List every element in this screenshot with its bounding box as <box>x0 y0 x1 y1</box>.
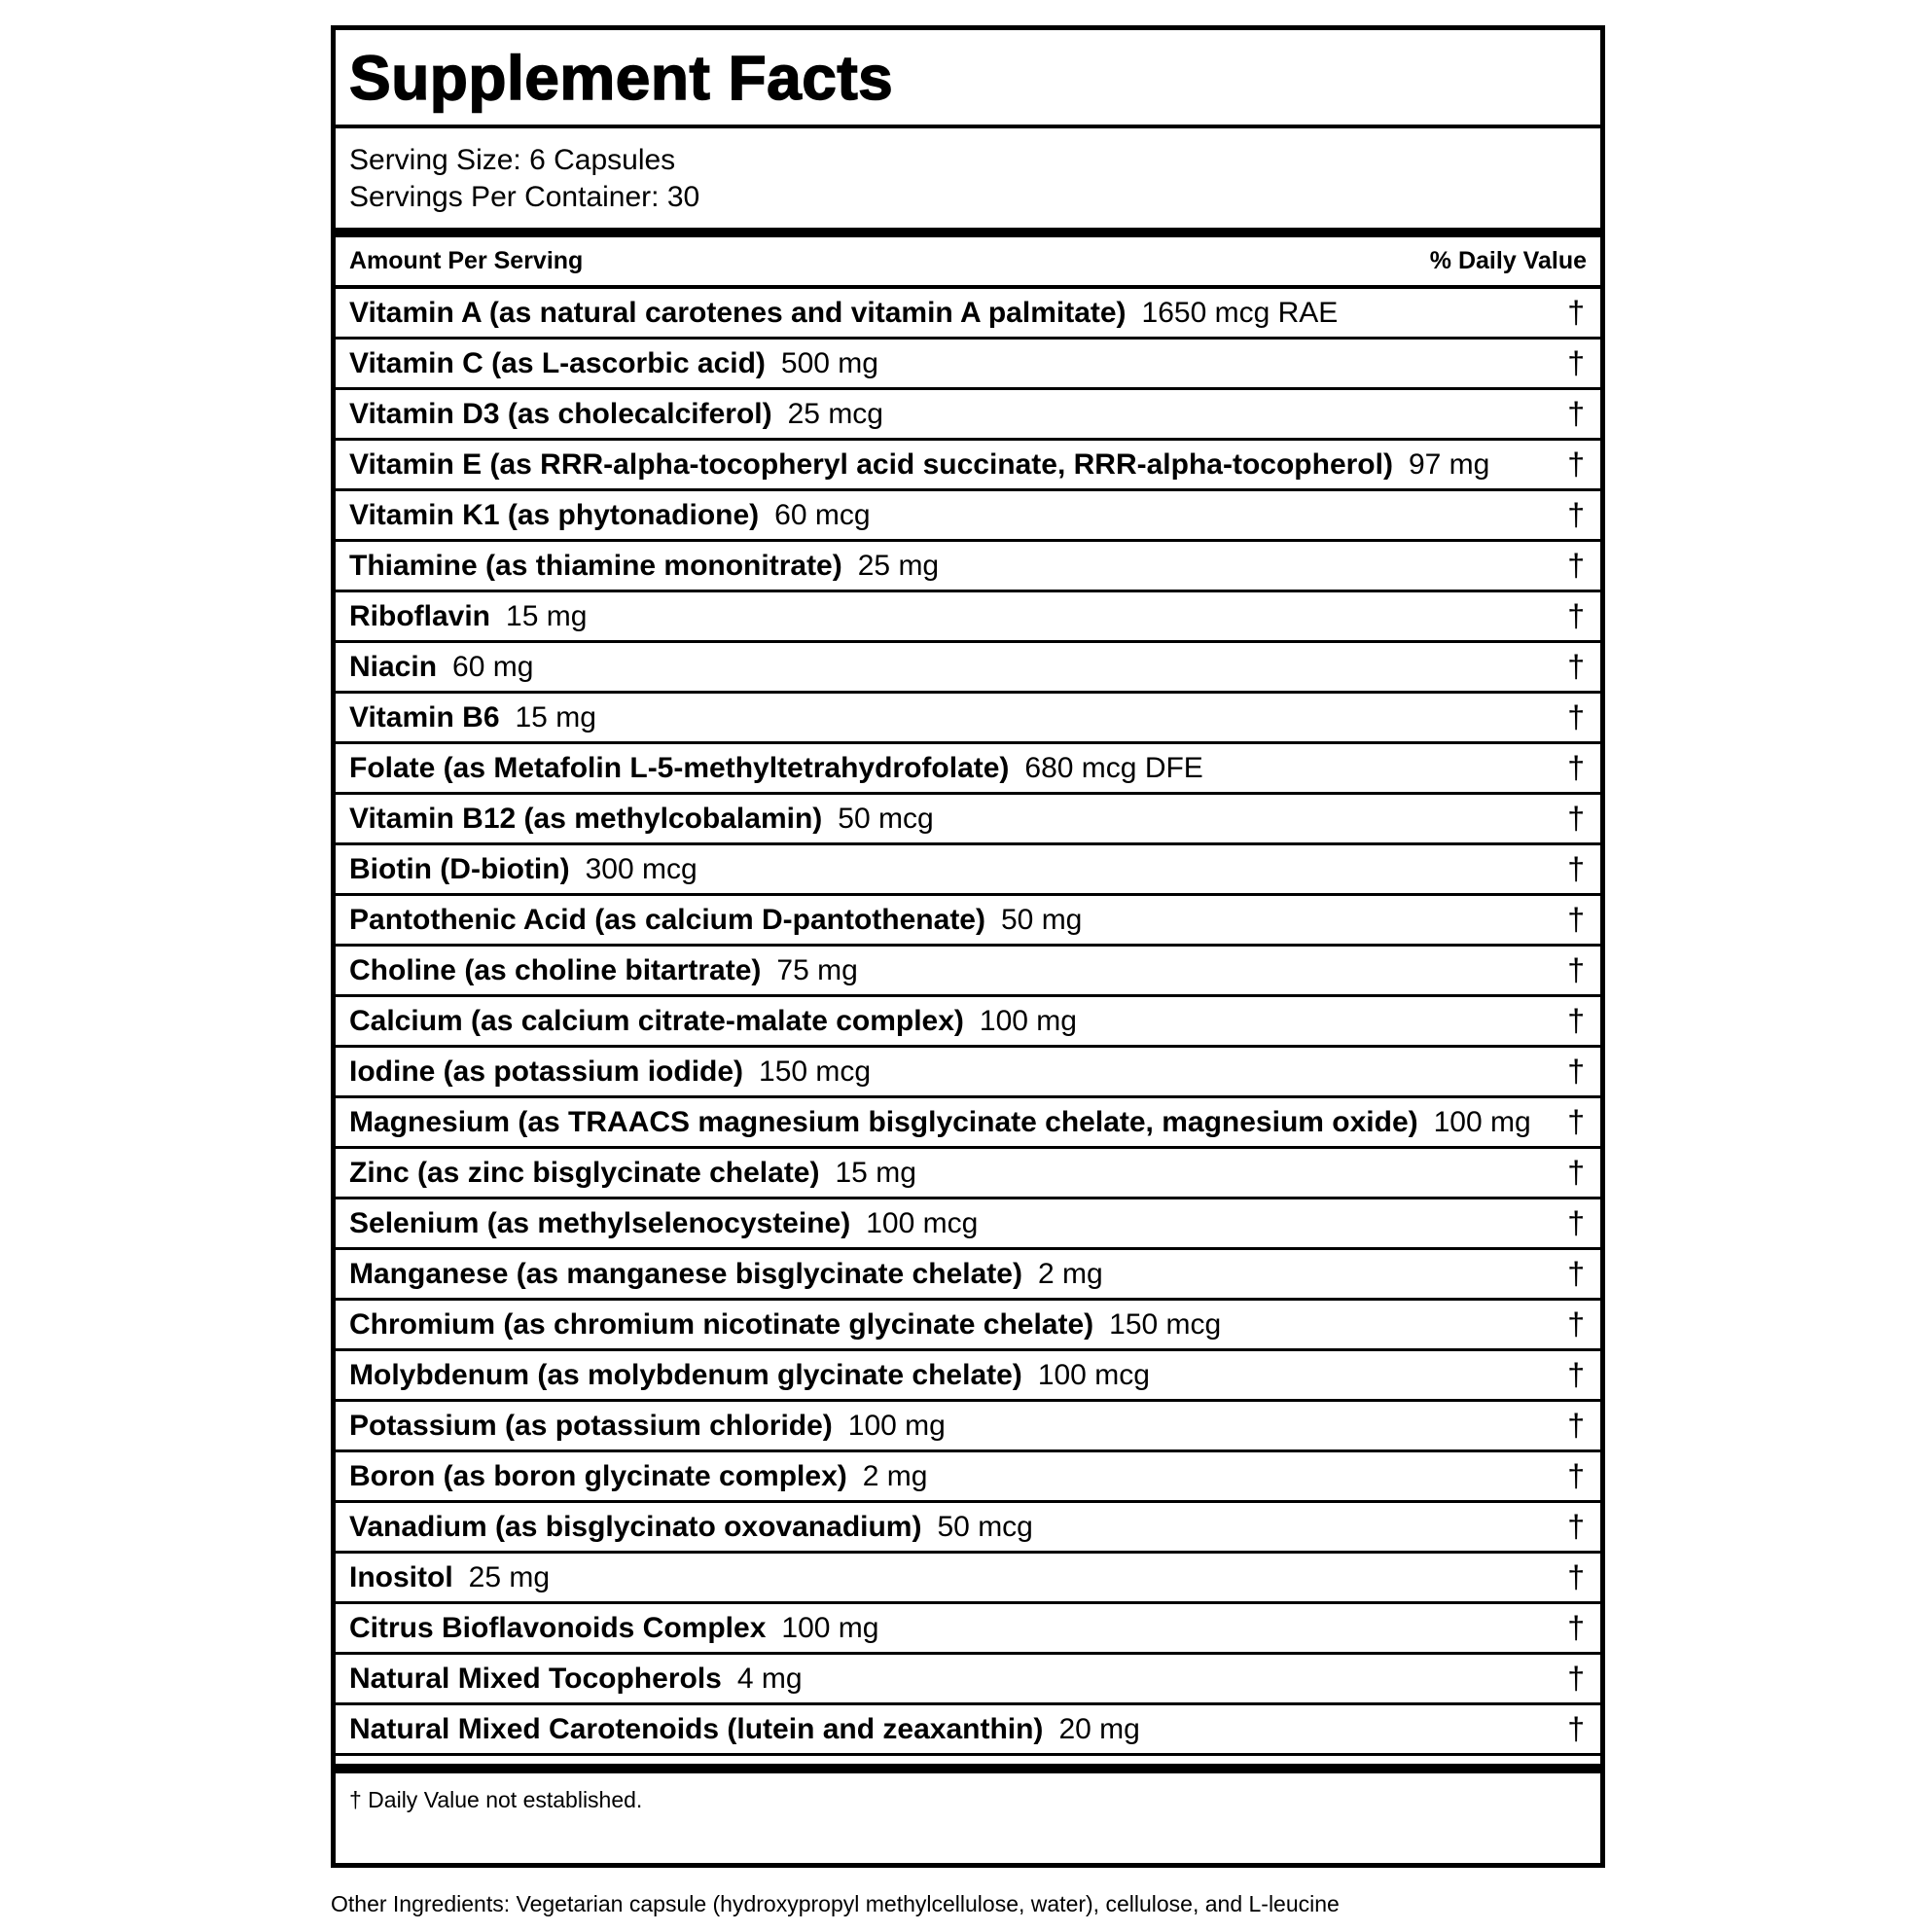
footnote: † Daily Value not established. <box>349 1787 643 1812</box>
nutrient-amount: 60 mcg <box>774 498 871 531</box>
nutrient-row <box>336 441 1600 491</box>
nutrient-amount: 500 mg <box>780 346 878 379</box>
nutrient-amount: 150 mcg <box>1109 1307 1222 1341</box>
nutrient-left <box>349 1207 978 1240</box>
nutrient-name: Potassium (as potassium chloride) <box>349 1409 833 1442</box>
nutrient-left <box>349 752 1203 785</box>
nutrient-daily-value: † <box>1567 649 1585 684</box>
nutrient-daily-value: † <box>1567 1509 1585 1544</box>
other-ingredients: Other Ingredients: Vegetarian capsule (hydroxypropyl methylcellulose, water), cellulose, and L-leucine <box>331 1891 1340 1916</box>
nutrient-row <box>336 1655 1600 1705</box>
nutrient-left <box>349 1106 1531 1139</box>
nutrient-row <box>336 1250 1600 1301</box>
nutrient-left <box>349 954 858 987</box>
nutrient-left <box>349 1258 1103 1291</box>
nutrient-left <box>349 1359 1150 1392</box>
nutrient-name: Vitamin B12 (as methylcobalamin) <box>349 802 823 835</box>
nutrient-amount: 2 mg <box>862 1459 928 1492</box>
nutrient-daily-value: † <box>1567 1458 1585 1493</box>
nutrient-amount: 50 mcg <box>937 1510 1033 1543</box>
nutrient-daily-value: † <box>1567 1054 1585 1089</box>
serving-size: Serving Size: 6 Capsules <box>349 144 676 176</box>
nutrient-amount: 15 mg <box>835 1156 916 1189</box>
nutrient-row <box>336 1503 1600 1554</box>
nutrient-name: Vitamin K1 (as phytonadione) <box>349 498 760 531</box>
nutrient-left <box>349 1561 550 1594</box>
nutrient-left <box>349 1663 803 1696</box>
supplement-facts-panel <box>331 25 1605 1868</box>
nutrient-name: Vitamin B6 <box>349 700 500 733</box>
nutrient-left <box>349 600 587 633</box>
nutrient-row <box>336 592 1600 643</box>
nutrient-row <box>336 1604 1600 1655</box>
nutrient-daily-value: † <box>1567 1155 1585 1190</box>
nutrient-amount: 100 mg <box>781 1611 879 1644</box>
nutrient-name: Natural Mixed Carotenoids (lutein and zeaxanthin) <box>349 1712 1044 1745</box>
nutrient-row <box>336 340 1600 390</box>
nutrient-daily-value: † <box>1567 851 1585 886</box>
nutrient-left <box>349 1511 1033 1544</box>
amount-per-serving-label: Amount Per Serving <box>349 247 584 274</box>
nutrient-name: Folate (as Metafolin L-5-methyltetrahydrofolate) <box>349 751 1010 784</box>
nutrient-daily-value: † <box>1567 1256 1585 1291</box>
nutrient-name: Molybdenum (as molybdenum glycinate chelate) <box>349 1358 1022 1391</box>
nutrient-name: Inositol <box>349 1560 453 1593</box>
nutrient-amount: 100 mg <box>1433 1105 1531 1138</box>
nutrient-name: Chromium (as chromium nicotinate glycinate chelate) <box>349 1307 1094 1341</box>
nutrient-amount: 60 mg <box>452 650 534 683</box>
nutrient-amount: 25 mg <box>468 1560 551 1593</box>
nutrient-left <box>349 347 878 380</box>
nutrient-amount: 100 mcg <box>1037 1358 1150 1391</box>
nutrient-row <box>336 1199 1600 1250</box>
nutrient-left <box>349 701 596 734</box>
nutrient-amount: 97 mg <box>1408 447 1490 481</box>
nutrient-name: Manganese (as manganese bisglycinate chelate) <box>349 1257 1022 1290</box>
thick-divider <box>336 228 1600 237</box>
nutrient-name: Thiamine (as thiamine mononitrate) <box>349 549 842 582</box>
nutrient-daily-value: † <box>1567 497 1585 532</box>
nutrient-left <box>349 448 1489 482</box>
nutrient-left <box>349 550 939 583</box>
nutrient-daily-value: † <box>1567 1711 1585 1746</box>
nutrient-row <box>336 491 1600 542</box>
nutrient-name: Vitamin C (as L-ascorbic acid) <box>349 346 766 379</box>
nutrient-left <box>349 904 1082 937</box>
nutrient-amount: 150 mcg <box>759 1055 872 1088</box>
nutrient-row <box>336 744 1600 795</box>
nutrient-daily-value: † <box>1567 345 1585 380</box>
nutrient-left <box>349 398 883 431</box>
nutrient-row <box>336 643 1600 694</box>
daily-value-label: % Daily Value <box>1429 247 1587 274</box>
nutrient-amount: 15 mg <box>506 599 588 632</box>
nutrient-amount: 20 mg <box>1058 1712 1140 1745</box>
nutrient-left <box>349 651 533 684</box>
nutrient-amount: 300 mcg <box>585 852 698 885</box>
nutrient-name: Vitamin D3 (as cholecalciferol) <box>349 397 772 430</box>
nutrient-daily-value: † <box>1567 750 1585 785</box>
nutrient-daily-value: † <box>1567 902 1585 937</box>
nutrient-row <box>336 1402 1600 1452</box>
nutrient-left <box>349 1410 946 1443</box>
nutrient-row <box>336 845 1600 896</box>
nutrient-daily-value: † <box>1567 1408 1585 1443</box>
nutrient-left <box>349 1308 1221 1342</box>
nutrient-list <box>336 289 1600 1756</box>
nutrient-amount: 50 mg <box>1000 903 1083 936</box>
nutrient-left <box>349 297 1338 330</box>
nutrient-row <box>336 1554 1600 1604</box>
nutrient-amount: 25 mg <box>857 549 940 582</box>
nutrient-row <box>336 289 1600 340</box>
nutrient-daily-value: † <box>1567 1610 1585 1645</box>
nutrient-name: Vanadium (as bisglycinato oxovanadium) <box>349 1510 922 1543</box>
nutrient-daily-value: † <box>1567 1357 1585 1392</box>
nutrient-amount: 1650 mcg RAE <box>1141 296 1339 329</box>
nutrient-name: Calcium (as calcium citrate-malate complex) <box>349 1004 964 1037</box>
nutrient-daily-value: † <box>1567 699 1585 734</box>
nutrient-row <box>336 997 1600 1048</box>
nutrient-left <box>349 853 698 886</box>
nutrient-amount: 25 mcg <box>787 397 883 430</box>
nutrient-row <box>336 1452 1600 1503</box>
nutrient-daily-value: † <box>1567 952 1585 987</box>
nutrient-left <box>349 1612 878 1645</box>
nutrient-name: Zinc (as zinc bisglycinate chelate) <box>349 1156 820 1189</box>
nutrient-name: Iodine (as potassium iodide) <box>349 1055 744 1088</box>
nutrient-name: Vitamin E (as RRR-alpha-tocopheryl acid succinate, RRR-alpha-tocopherol) <box>349 447 1393 481</box>
nutrient-amount: 2 mg <box>1037 1257 1103 1290</box>
nutrient-amount: 4 mg <box>736 1662 803 1695</box>
nutrient-amount: 75 mg <box>776 953 858 986</box>
nutrient-row <box>336 1705 1600 1756</box>
nutrient-name: Selenium (as methylselenocysteine) <box>349 1206 851 1239</box>
nutrient-daily-value: † <box>1567 1661 1585 1696</box>
nutrient-amount: 100 mg <box>847 1409 946 1442</box>
nutrient-daily-value: † <box>1567 1003 1585 1038</box>
nutrient-daily-value: † <box>1567 548 1585 583</box>
nutrient-left <box>349 1005 1077 1038</box>
nutrient-name: Niacin <box>349 650 438 683</box>
nutrient-name: Pantothenic Acid (as calcium D-pantothenate) <box>349 903 985 936</box>
nutrient-left <box>349 1157 916 1190</box>
nutrient-name: Boron (as boron glycinate complex) <box>349 1459 847 1492</box>
nutrient-amount: 100 mg <box>979 1004 1077 1037</box>
nutrient-daily-value: † <box>1567 1104 1585 1139</box>
nutrient-amount: 680 mcg DFE <box>1024 751 1203 784</box>
panel-title: Supplement Facts <box>336 30 1600 128</box>
nutrient-amount: 100 mcg <box>866 1206 979 1239</box>
nutrient-daily-value: † <box>1567 447 1585 482</box>
nutrient-row <box>336 795 1600 845</box>
nutrient-name: Choline (as choline bitartrate) <box>349 953 762 986</box>
nutrient-row <box>336 1098 1600 1149</box>
nutrient-row <box>336 1149 1600 1199</box>
serving-info <box>336 128 1600 228</box>
servings-per-container: Servings Per Container: 30 <box>349 181 700 213</box>
nutrient-name: Citrus Bioflavonoids Complex <box>349 1611 767 1644</box>
nutrient-amount: 50 mcg <box>838 802 934 835</box>
nutrient-left <box>349 499 871 532</box>
nutrient-row <box>336 896 1600 947</box>
nutrient-name: Magnesium (as TRAACS magnesium bisglycinate chelate, magnesium oxide) <box>349 1105 1418 1138</box>
nutrient-daily-value: † <box>1567 396 1585 431</box>
nutrient-name: Vitamin A (as natural carotenes and vitamin A palmitate) <box>349 296 1127 329</box>
nutrient-row <box>336 390 1600 441</box>
nutrient-daily-value: † <box>1567 1559 1585 1594</box>
nutrient-row <box>336 1301 1600 1351</box>
nutrient-left <box>349 1055 871 1089</box>
nutrient-daily-value: † <box>1567 1205 1585 1240</box>
nutrient-left <box>349 1713 1140 1746</box>
thick-divider-bottom <box>336 1764 1600 1773</box>
nutrient-name: Natural Mixed Tocopherols <box>349 1662 722 1695</box>
nutrient-daily-value: † <box>1567 295 1585 330</box>
nutrient-row <box>336 1351 1600 1402</box>
nutrient-amount: 15 mg <box>515 700 596 733</box>
nutrient-row <box>336 947 1600 997</box>
nutrient-left <box>349 1460 927 1493</box>
nutrient-row <box>336 1048 1600 1098</box>
nutrient-row <box>336 694 1600 744</box>
nutrient-name: Biotin (D-biotin) <box>349 852 570 885</box>
nutrient-daily-value: † <box>1567 1306 1585 1342</box>
nutrient-daily-value: † <box>1567 801 1585 836</box>
column-header <box>336 237 1600 289</box>
nutrient-daily-value: † <box>1567 598 1585 633</box>
nutrient-row <box>336 542 1600 592</box>
nutrient-left <box>349 803 934 836</box>
nutrient-name: Riboflavin <box>349 599 491 632</box>
